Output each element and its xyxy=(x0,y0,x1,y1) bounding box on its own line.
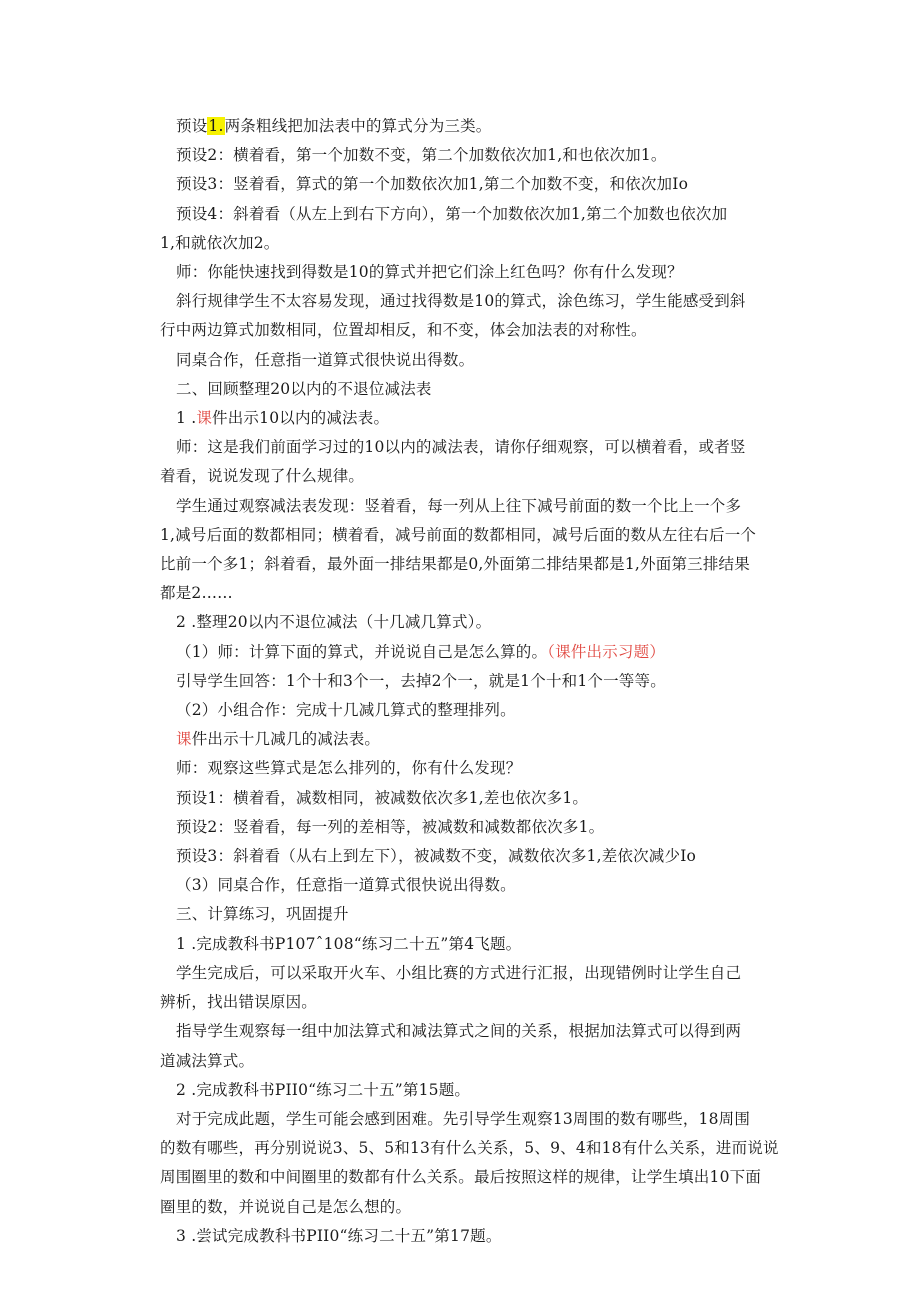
text-line: 辨析，找出错误原因。 xyxy=(160,993,318,1012)
text-line xyxy=(168,725,788,754)
text-line: 预设3：竖着看，算式的第一个加数依次加1,第二个加数不变，和依次加Io xyxy=(176,175,689,194)
document-body xyxy=(160,112,788,1251)
text-line: 3 .尝试完成教科书PII0“练习二十五”第17题。 xyxy=(176,1226,502,1245)
text-line xyxy=(168,638,788,667)
highlighted-text: 1. xyxy=(208,117,224,135)
text-line: 1,和就依次加2。 xyxy=(160,233,280,252)
text-line: 二、回顾整理20以内的不退位减法表 xyxy=(176,379,432,398)
text-line: 1,减号后面的数都相同；横着看，减号前面的数都相同，减号后面的数从左往右后一个 xyxy=(160,525,757,544)
line-suffix: 件出示10以内的减法表。 xyxy=(212,409,390,428)
text-line: 引导学生回答：1个十和3个一，去掉2个一，就是1个十和1个一等等。 xyxy=(176,671,666,690)
line-suffix: 件出示十几减几的减法表。 xyxy=(191,730,381,749)
text-line: 预设3：斜着看（从右上到左下），被减数不变，减数依次多1,差依次减少Io xyxy=(176,847,697,866)
text-line: 对于完成此题，学生可能会感到困难。先引导学生观察13周围的数有哪些，18周围 xyxy=(176,1109,751,1128)
text-line: 圈里的数，并说说自己是怎么想的。 xyxy=(160,1197,412,1216)
text-line: 斜行规律学生不太容易发现，通过找得数是10的算式，涂色练习，学生能感受到斜 xyxy=(176,292,746,311)
line-prefix: 预设 xyxy=(176,117,208,135)
text-line: 同桌合作，任意指一道算式很快说出得数。 xyxy=(176,350,475,369)
text-line: 周围圈里的数和中间圈里的数都有什么关系。最后按照这样的规律，让学生填出10下面 xyxy=(160,1168,762,1187)
red-annotation: 课 xyxy=(196,409,213,428)
text-line: 预设1：横着看，减数相同，被减数依次多1,差也依次多1。 xyxy=(176,788,589,807)
text-line: （3）同桌合作，任意指一道算式很快说出得数。 xyxy=(176,876,516,895)
text-line: 预设2：横着看，第一个加数不变，第二个加数依次加1,和也依次加1。 xyxy=(176,146,667,165)
text-line: 学生完成后，可以采取开火车、小组比赛的方式进行汇报，出现错例时让学生自己 xyxy=(176,963,742,982)
line-prefix: （1）师：计算下面的算式，并说说自己是怎么算的。 xyxy=(176,642,548,661)
text-line: （2）小组合作：完成十几减几算式的整理排列。 xyxy=(176,701,516,720)
text-line: 的数有哪些，再分别说说3、5、5和13有什么关系，5、9、4和18有什么关系，进而说说 xyxy=(160,1139,779,1158)
text-line: 着看，说说发现了什么规律。 xyxy=(160,467,365,486)
line-prefix: 1 . xyxy=(176,409,197,428)
text-line: 预设2：竖着看，每一列的差相等，被减数和减数都依次多1。 xyxy=(176,817,605,836)
text-line: 2 .整理20以内不退位减法（十几减几算式）。 xyxy=(176,613,492,632)
text-line xyxy=(168,404,788,433)
text-line: 2 .完成教科书PII0“练习二十五”第15题。 xyxy=(176,1080,471,1099)
red-annotation: 课 xyxy=(176,730,192,749)
text-line: 预设4：斜着看（从左上到右下方向），第一个加数依次加1,第二个加数也依次加 xyxy=(176,204,728,223)
red-annotation: （课件出示习题） xyxy=(547,642,666,661)
text-line: 都是2…… xyxy=(160,584,233,603)
line-suffix: 两条粗线把加法表中的算式分为三类。 xyxy=(224,117,492,135)
text-line: 比前一个多1；斜着看，最外面一排结果都是0,外面第二排结果都是1,外面第三排结果 xyxy=(160,555,750,574)
text-line: 师：你能快速找到得数是10的算式并把它们涂上红色吗？你有什么发现？ xyxy=(176,263,683,282)
text-line: 行中两边算式加数相同，位置却相反，和不变，体会加法表的对称性。 xyxy=(160,321,647,340)
text-line: 师：这是我们前面学习过的10以内的减法表，请你仔细观察，可以横着看，或者竖 xyxy=(176,438,746,457)
text-line: 师：观察这些算式是怎么排列的，你有什么发现？ xyxy=(176,759,522,778)
text-line: 学生通过观察减法表发现：竖着看，每一列从上往下减号前面的数一个比上一个多 xyxy=(176,496,742,515)
text-line: 道减法算式。 xyxy=(160,1051,255,1070)
text-line: 三、计算练习，巩固提升 xyxy=(176,905,349,924)
text-line: 指导学生观察每一组中加法算式和减法算式之间的关系，根据加法算式可以得到两 xyxy=(176,1022,742,1041)
text-line xyxy=(168,112,788,141)
text-line: 1 .完成教科书P107ˆ108“练习二十五”第4飞题。 xyxy=(176,934,522,953)
